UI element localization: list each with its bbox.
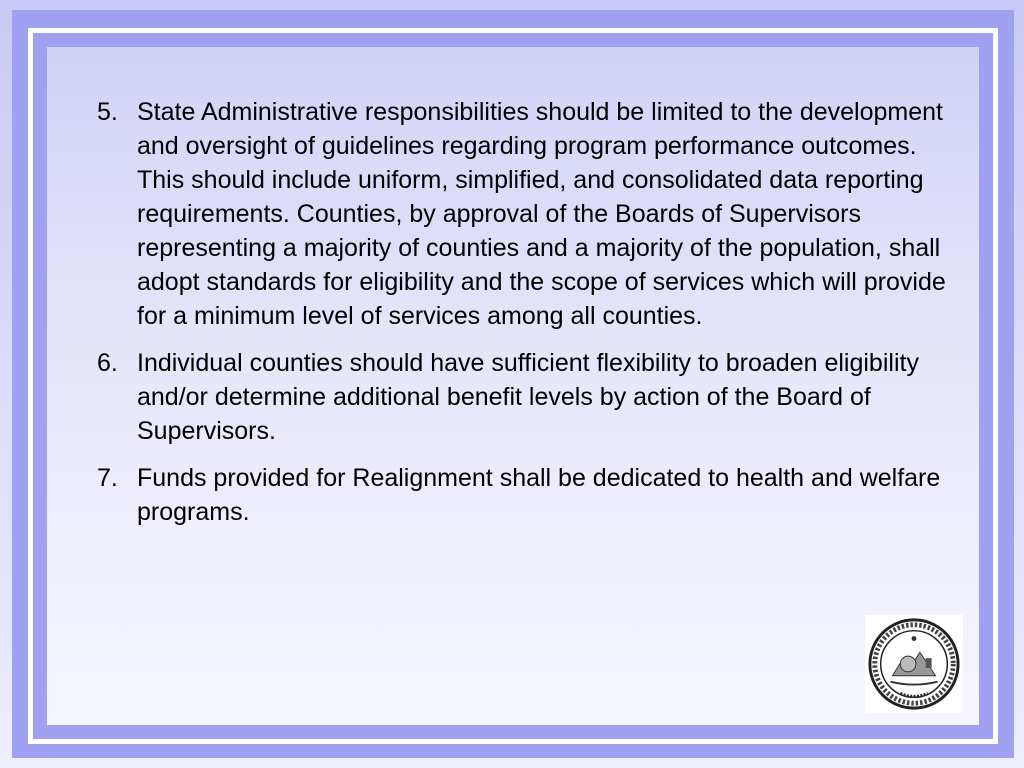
item-text: Individual counties should have sufficient flexibility to broaden eligibility and/or determine additional benefit levels by action of the Board of Supervisors.	[137, 349, 919, 445]
item-text: State Administrative responsibilities should be limited to the development and oversight of guidelines regarding program performance outcomes. This should include uniform, simplified, and consolidated data reporting requirements. Counties, by approval of the Boards of Supervisors representing a majority of counties and a majority of the population, shall adopt standards for eligibility and the scope of services which will provide for a minimum level of services among all counties.	[137, 98, 946, 330]
item-text: Funds provided for Realignment shall be dedicated to health and welfare programs.	[137, 464, 941, 526]
state-seal-icon	[865, 615, 963, 713]
outer-frame	[12, 10, 1014, 758]
list-item	[97, 95, 957, 333]
content-panel	[47, 47, 979, 725]
list-item	[97, 346, 957, 448]
list-item	[97, 461, 957, 529]
item-number: 5.	[97, 98, 118, 126]
item-number: 6.	[97, 349, 118, 377]
numbered-list	[97, 95, 957, 542]
item-number: 7.	[97, 464, 118, 492]
